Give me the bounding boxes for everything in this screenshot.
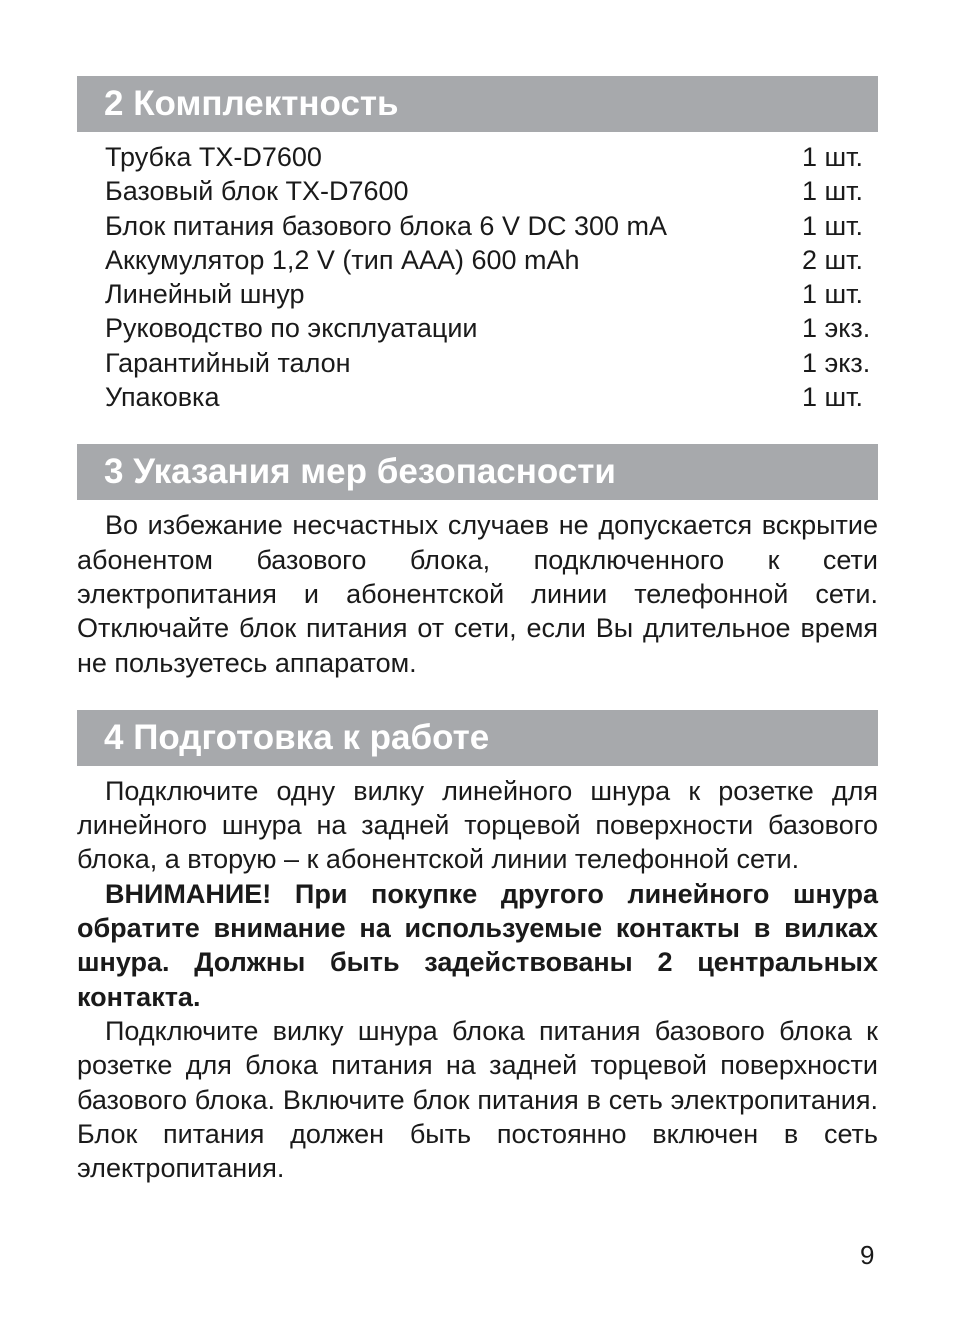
- item-name: Гарантийный талон: [105, 347, 351, 378]
- section-body-safety: [77, 508, 878, 679]
- contents-list: [77, 140, 878, 414]
- item-quantity: 1 шт.: [802, 210, 864, 241]
- section-title-safety: 3 Указания мер безопасности: [77, 444, 878, 500]
- item-name: Аккумулятор 1,2 V (тип ААА) 600 mAh: [105, 244, 580, 275]
- section-title-preparation: 4 Подготовка к работе: [77, 710, 878, 766]
- item-name: Руководство по эксплуатации: [105, 313, 478, 344]
- item-quantity: 2 шт.: [802, 244, 864, 275]
- item-quantity: 1 шт.: [802, 176, 864, 207]
- section-safety: [77, 444, 878, 679]
- section-contents: [77, 76, 878, 414]
- item-name: Упаковка: [105, 382, 220, 413]
- list-item: [77, 346, 878, 380]
- list-item: [77, 243, 878, 277]
- list-item: [77, 140, 878, 174]
- item-quantity: 1 шт.: [802, 279, 864, 310]
- section-body-preparation: [77, 774, 878, 1186]
- page-number: 9: [860, 1240, 875, 1270]
- section-preparation: [77, 710, 878, 1186]
- item-name: Линейный шнур: [105, 279, 305, 310]
- item-quantity: 1 шт.: [802, 382, 864, 413]
- item-name: Блок питания базового блока 6 V DC 300 mA: [105, 210, 668, 241]
- preparation-paragraph-2: Подключите вилку шнура блока питания базового блока к розетке для блока питания на задней торцевой поверхности базового блока. Включите блок питания в сеть электропитания. Блок питания должен быть постоянно включен в сеть электропитания.: [77, 1015, 878, 1184]
- item-quantity: 1 экз.: [802, 347, 871, 378]
- item-quantity: 1 шт.: [802, 142, 864, 172]
- preparation-paragraph-1: Подключите одну вилку линейного шнура к розетке для линейного шнура на задней торцевой поверхности базового блока, а вторую – к абонентской линии телефонной сети.: [77, 775, 878, 875]
- safety-paragraph: Во избежание несчастных случаев не допускается вскрытие абонентом базового блока, подключенного к сети электропитания и абонентской линии телефонной сети. Отключайте блок питания от сети, если Вы длительное время не пользуетесь аппаратом.: [77, 510, 878, 678]
- warning-paragraph: ВНИМАНИЕ! При покупке другого линейного шнура обратите внимание на используемые контакты в вилках шнура. Должны быть задействованы 2 центральных контакта.: [77, 878, 878, 1012]
- manual-page: [77, 76, 878, 1185]
- section-title-contents: 2 Комплектность: [77, 76, 878, 132]
- list-item: [77, 277, 878, 311]
- list-item: [77, 209, 878, 243]
- item-name: Трубка TX-D7600: [105, 142, 322, 172]
- list-item: [77, 311, 878, 345]
- item-name: Базовый блок TX-D7600: [105, 176, 409, 207]
- list-item: [77, 174, 878, 208]
- item-quantity: 1 экз.: [802, 313, 871, 344]
- list-item: [77, 380, 878, 414]
